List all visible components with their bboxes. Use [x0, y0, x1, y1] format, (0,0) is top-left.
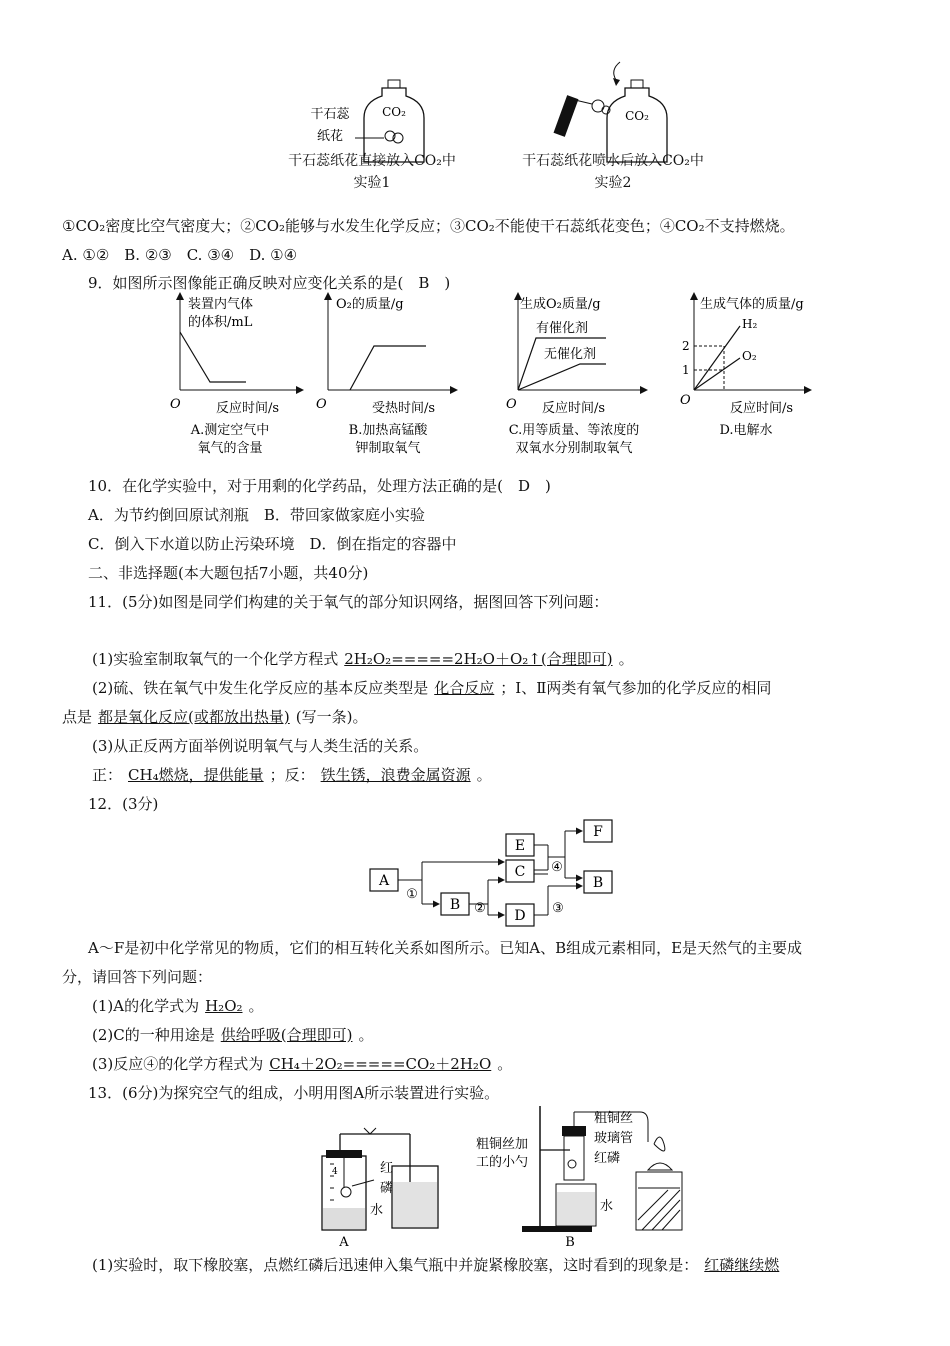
graph-a-cap1: A.测定空气中	[190, 423, 270, 438]
graph-c-origin: O	[506, 397, 517, 412]
q13-part1	[92, 1255, 785, 1275]
q12-p1-answer: H₂O₂	[205, 997, 243, 1015]
graph-c-cap2: 双氧水分别制取氧气	[515, 441, 633, 456]
q12-p2-post: 。	[358, 1026, 374, 1044]
arrow-label-1: ①	[406, 887, 418, 902]
graph-a-xlabel: 反应时间/s	[216, 401, 280, 416]
bottle-2	[607, 62, 667, 162]
q13-stem: 13．(6分)为探究空气的组成，小明用图A所示装置进行实验。	[88, 1084, 500, 1102]
q11-p3b-mid: ；反：	[269, 766, 315, 784]
graph-c-line2: 无催化剂	[544, 347, 597, 362]
q11-p2-pre: (2)硫、铁在氧气中发生化学反应的基本反应类型是	[92, 679, 429, 697]
graph-b-ylabel: O₂的质量/g	[336, 297, 404, 312]
figA-name: A	[339, 1235, 349, 1250]
q12-p3-pre: (3)反应④的化学方程式为	[92, 1055, 264, 1073]
q9-stem: 9．如图所示图像能正确反映对应变化关系的是( B )	[88, 274, 451, 292]
exp2-name: 实验2	[594, 175, 632, 191]
node-b1-label: B	[449, 897, 461, 913]
arrow-label-3: ③	[552, 901, 564, 916]
figA-water: 水	[370, 1203, 384, 1218]
graph-c-xlabel: 反应时间/s	[542, 401, 606, 416]
q12-p1-post: 。	[248, 997, 264, 1015]
q13-p1-text: (1)实验时，取下橡胶塞，点燃红磷后迅速伸入集气瓶中并旋紧橡胶塞，这时看到的现象是：	[92, 1256, 699, 1274]
q11-p2-answer: 化合反应	[434, 679, 495, 697]
figB-label-wire: 粗铜丝	[594, 1111, 634, 1126]
q11-p1-pre: (1)实验室制取氧气的一个化学方程式	[92, 650, 339, 668]
figB-label-p: 红磷	[594, 1151, 621, 1166]
q12-part1	[92, 996, 264, 1016]
q8-options: A. ①② B. ②③ C. ③④ D. ①④	[62, 246, 298, 264]
section2-heading: 二、非选择题(本大题包括7小题，共40分)	[88, 564, 369, 582]
q12-part3	[92, 1054, 512, 1074]
q11-part2b	[62, 707, 367, 727]
figure-b-apparatus	[476, 1106, 682, 1250]
q11-part3b	[92, 765, 492, 785]
exp1-label-b: 纸花	[316, 129, 344, 144]
q11-p2-post: ；Ⅰ、Ⅱ两类有氧气参加的化学反应的相同	[500, 679, 772, 697]
figA-label2: 磷	[380, 1181, 394, 1196]
bottle2-gas: CO₂	[625, 109, 649, 123]
figB-water: 水	[600, 1199, 614, 1214]
figB-name: B	[565, 1235, 575, 1250]
q12-desc2: 分，请回答下列问题：	[62, 968, 213, 986]
graph-a	[170, 296, 300, 456]
q12-stem: 12．(3分)	[88, 795, 159, 813]
node-b2-label: B	[592, 875, 604, 891]
figB-label-tube: 玻璃管	[594, 1131, 634, 1146]
q12-desc1: A～F是初中化学常见的物质，它们的相互转化关系如图所示。已知A、B组成元素相同，E是天然气的主要成	[88, 939, 803, 957]
q11-part1	[92, 649, 634, 669]
q12-p1-pre: (1)A的化学式为	[92, 997, 200, 1015]
q12-p3-post: 。	[497, 1055, 513, 1073]
q13-apparatus-figure	[300, 1104, 720, 1250]
q10-stem: 10．在化学实验中，对于用剩的化学药品，处理方法正确的是( D )	[88, 477, 551, 495]
arrow-label-4: ④	[551, 860, 563, 875]
graph-d-cap1: D.电解水	[719, 423, 773, 438]
graph-b	[316, 296, 454, 456]
q12-p2-pre: (2)C的一种用途是	[92, 1026, 215, 1044]
q11-p1-post: 。	[618, 650, 634, 668]
q13-p1-answer: 红磷继续燃	[704, 1256, 780, 1274]
exp1-name: 实验1	[353, 175, 391, 191]
exp1-caption: 干石蕊纸花直接放入CO₂中	[288, 153, 456, 169]
graph-b-cap2: 钾制取氧气	[355, 441, 421, 456]
q11-p3b-answer1: CH₄燃烧，提供能量	[128, 766, 264, 784]
graph-d-tick2: 2	[682, 339, 690, 353]
graph-d	[680, 296, 808, 438]
node-f-label: F	[593, 824, 603, 840]
graph-a-origin: O	[170, 397, 181, 412]
q12-p3-answer: CH₄＋2O₂=====CO₂＋2H₂O	[269, 1055, 492, 1073]
graph-d-origin: O	[680, 393, 691, 408]
q12-part2	[92, 1025, 373, 1045]
figA-label1: 红	[380, 1161, 394, 1176]
exp1-label-a: 干石蕊	[310, 107, 350, 122]
q8-statements: ①CO₂密度比空气密度大；②CO₂能够与水发生化学反应；③CO₂不能使干石蕊纸花变色；④CO₂不支持燃烧。	[62, 217, 795, 235]
q12-p2-answer: 供给呼吸(合理即可)	[220, 1026, 353, 1044]
node-c-label: C	[514, 864, 526, 880]
q9-graphs	[160, 292, 820, 462]
graph-b-xlabel: 受热时间/s	[372, 401, 436, 416]
graph-b-cap1: B.加热高锰酸	[348, 423, 428, 438]
q11-part3: (3)从正反两方面举例说明氧气与人类生活的关系。	[92, 737, 429, 755]
bottle1-gas: CO₂	[382, 105, 406, 119]
graph-d-ylabel: 生成气体的质量/g	[700, 297, 804, 312]
graph-a-cap2: 氧气的含量	[197, 441, 263, 456]
q11-p2b-pre: 点是	[62, 708, 93, 726]
q11-p1-answer: 2H₂O₂=====2H₂O＋O₂↑(合理即可)	[344, 650, 613, 668]
q11-part2	[92, 678, 771, 698]
exp2-caption: 干石蕊纸花喷水后放入CO₂中	[522, 153, 704, 169]
graph-a-ylabel2: 的体积/mL	[188, 315, 253, 330]
graph-d-tick1: 1	[682, 363, 690, 377]
node-e-label: E	[514, 838, 526, 854]
figB-label-spoon2: 工的小勺	[476, 1155, 529, 1170]
graph-c-cap1: C.用等质量、等浓度的	[508, 423, 640, 438]
graph-d-o2: O₂	[742, 349, 757, 363]
q11-p3b-pre: 正：	[92, 766, 123, 784]
q10-options-ab: A．为节约倒回原试剂瓶 B．带回家做家庭小实验	[88, 506, 425, 524]
figure-a-scale: 4	[332, 1167, 338, 1177]
arrow-label-2: ②	[474, 901, 486, 916]
graph-b-origin: O	[316, 397, 327, 412]
graph-a-ylabel1: 装置内气体	[188, 297, 254, 312]
q11-stem: 11．(5分)如图是同学们构建的关于氧气的部分知识网络，据图回答下列问题：	[88, 593, 609, 611]
figB-label-spoon1: 粗铜丝加	[476, 1137, 529, 1152]
figure-a-apparatus	[322, 1128, 438, 1250]
graph-d-xlabel: 反应时间/s	[730, 401, 794, 416]
graph-c-ylabel: 生成O₂质量/g	[520, 297, 601, 312]
q11-p3b-post: 。	[476, 766, 492, 784]
sprayer-icon	[554, 95, 610, 137]
q12-flow-diagram	[360, 812, 630, 927]
node-d-label: D	[514, 908, 526, 924]
graph-d-h2: H₂	[742, 317, 758, 331]
graph-c	[506, 296, 644, 456]
node-a-label: A	[378, 873, 390, 889]
q11-p3b-answer2: 铁生锈，浪费金属资源	[320, 766, 471, 784]
graph-c-line1: 有催化剂	[536, 321, 589, 336]
q10-options-cd: C．倒入下水道以防止污染环境 D．倒在指定的容器中	[88, 535, 457, 553]
q11-p2b-answer: 都是氧化反应(或都放出热量)	[98, 708, 290, 726]
q11-p2b-post: (写一条)。	[295, 708, 368, 726]
